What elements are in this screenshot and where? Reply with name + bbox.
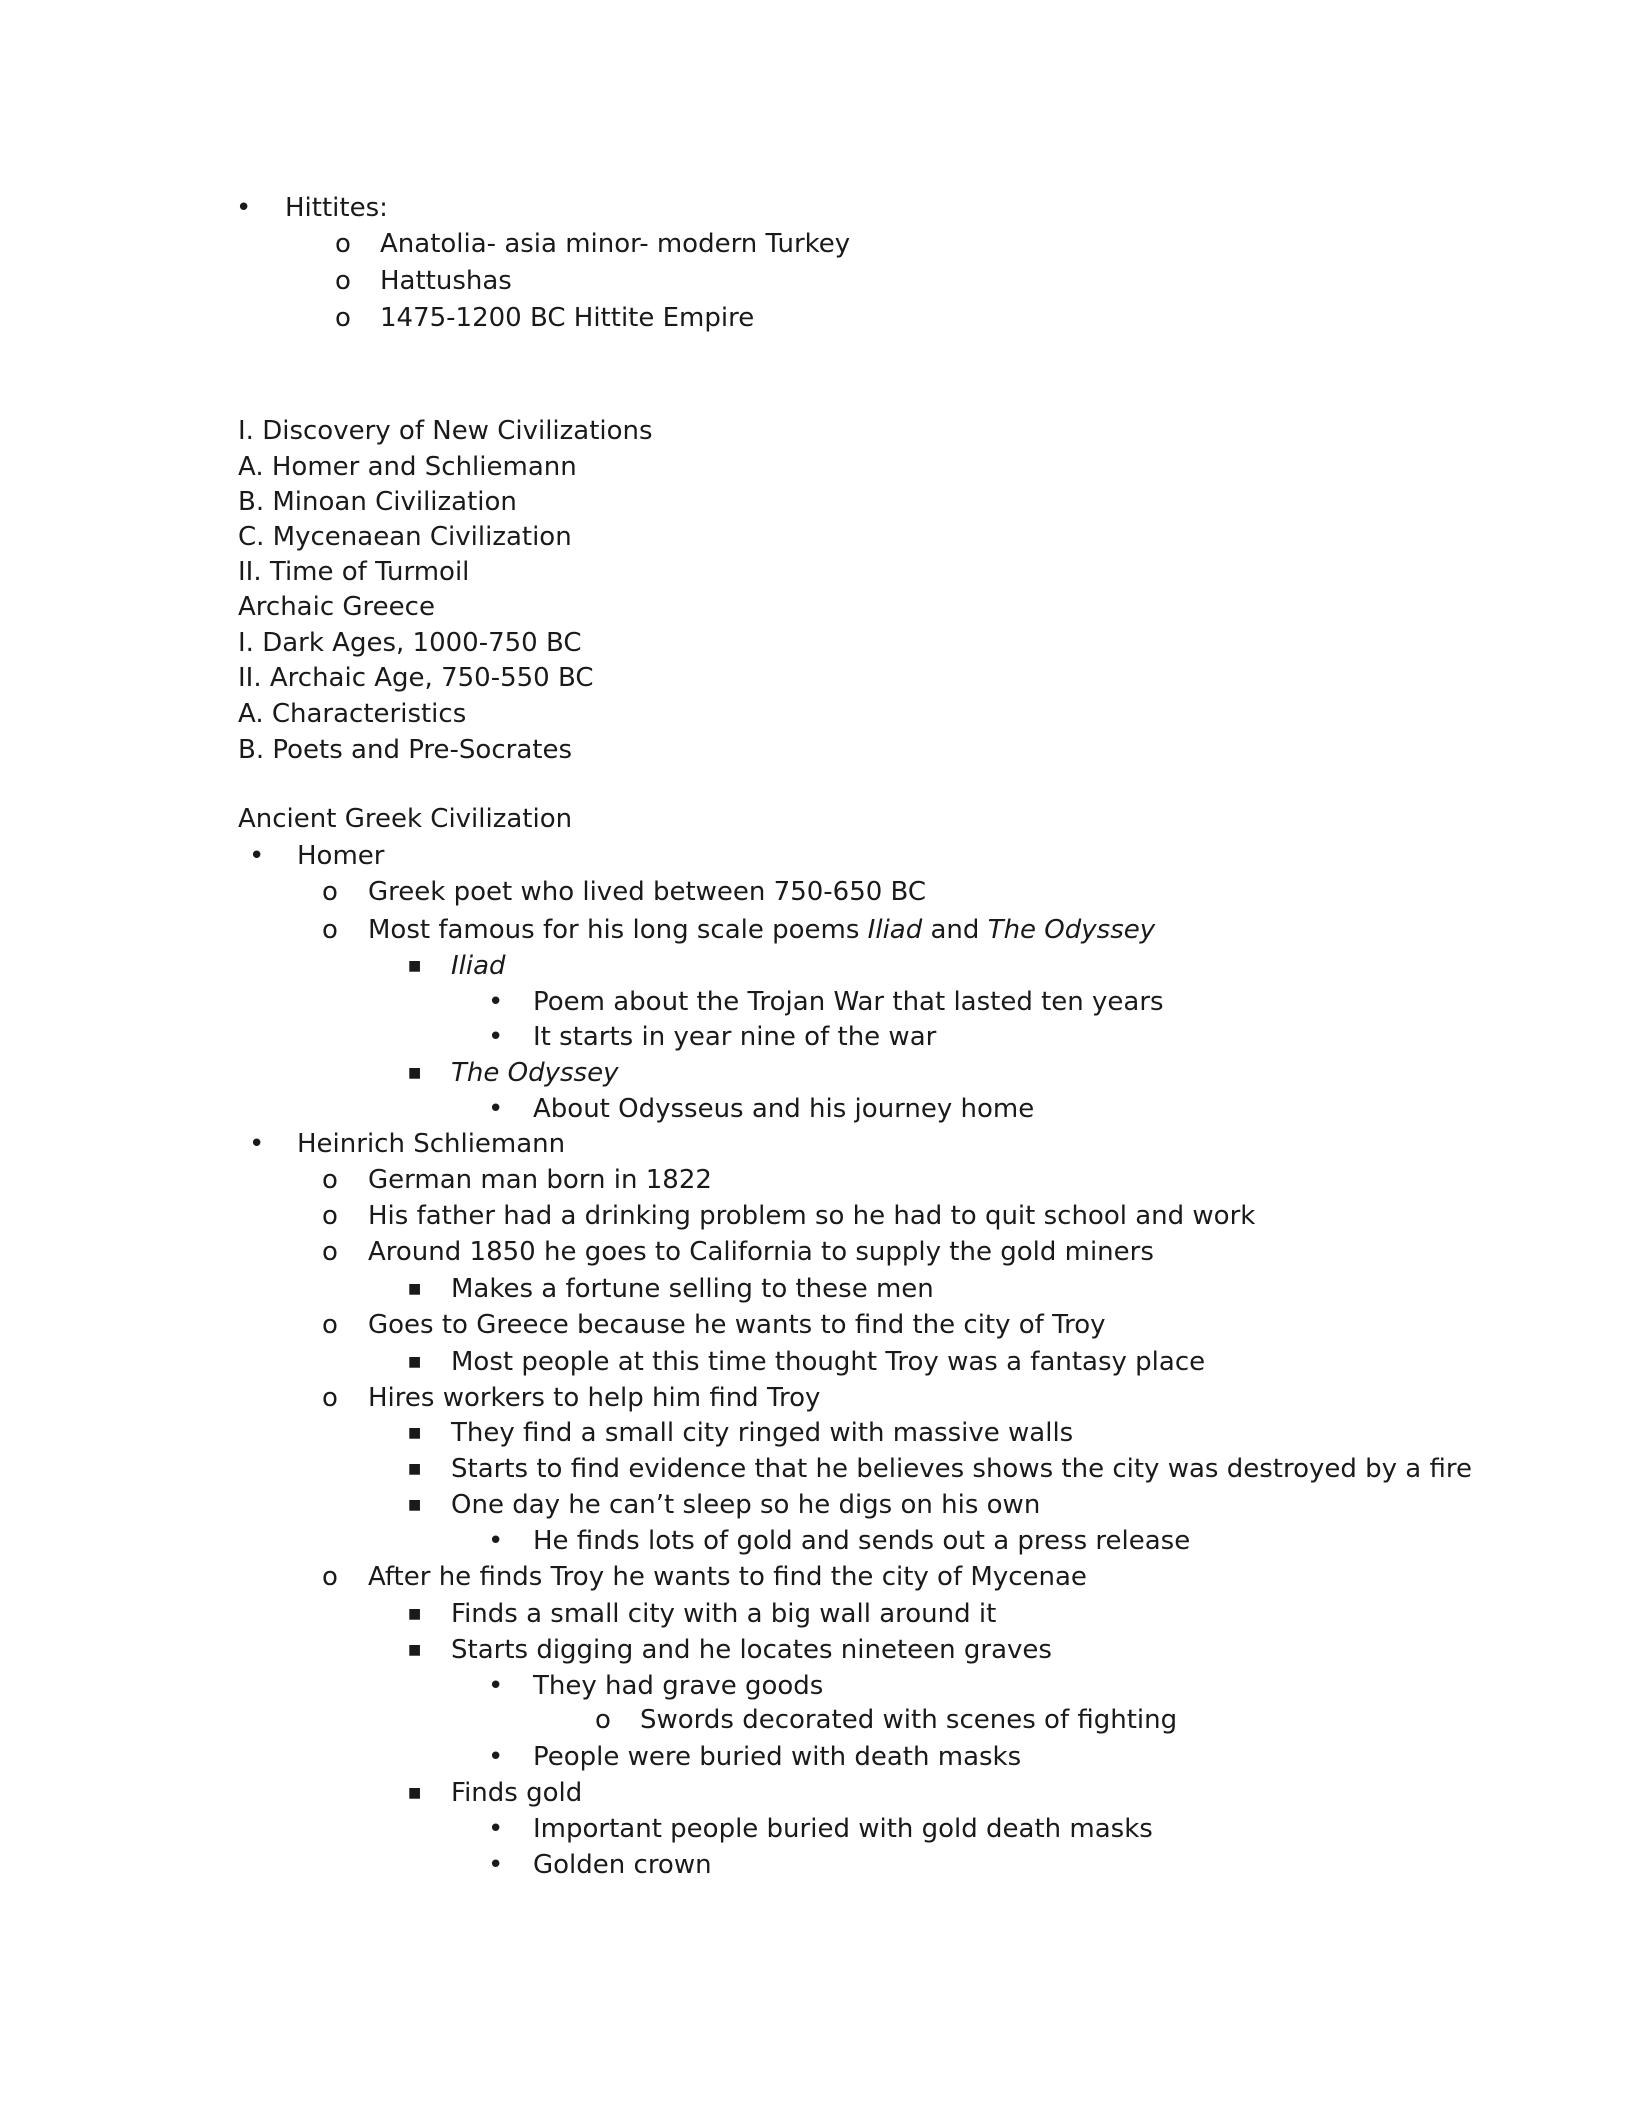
outline-line: I. Dark Ages, 1000-750 BC: [238, 628, 582, 658]
list-item-text: Anatolia- asia minor- modern Turkey: [380, 229, 851, 259]
list-item-text: Starts digging and he locates nineteen graves: [451, 1635, 1052, 1665]
list-item-text: Around 1850 he goes to California to supply the gold miners: [368, 1237, 1154, 1267]
bullet-disc-icon: •: [488, 1094, 504, 1124]
bullet-circle-icon: o: [335, 229, 351, 259]
bullet-circle-icon: o: [322, 1562, 338, 1592]
bullet-disc-icon: •: [488, 1671, 504, 1701]
list-item-text: Swords decorated with scenes of fighting: [640, 1705, 1178, 1735]
list-item-text: Goes to Greece because he wants to find the city of Troy: [368, 1310, 1106, 1340]
bullet-square-icon: ■: [408, 1065, 422, 1081]
bullet-square-icon: ■: [408, 1497, 422, 1513]
bullet-square-icon: ■: [408, 958, 422, 974]
text-run-italic: The Odyssey: [987, 915, 1156, 945]
text-run: Most famous for his long scale poems: [368, 915, 868, 945]
outline-line: A. Characteristics: [238, 699, 467, 729]
outline-line: B. Poets and Pre-Socrates: [238, 735, 572, 765]
list-item-text: They had grave goods: [533, 1671, 824, 1701]
outline-line: B. Minoan Civilization: [238, 487, 517, 517]
section-title: Ancient Greek Civilization: [238, 804, 573, 834]
bullet-square-icon: ■: [408, 1785, 422, 1801]
outline-line: Archaic Greece: [238, 592, 435, 622]
outline-line: II. Archaic Age, 750-550 BC: [238, 663, 594, 693]
list-item-text: People were buried with death masks: [533, 1742, 1022, 1772]
bullet-square-icon: ■: [408, 1354, 422, 1370]
list-item-text: The Odyssey: [451, 1058, 619, 1088]
bullet-circle-icon: o: [322, 1201, 338, 1231]
outline-line: II. Time of Turmoil: [238, 557, 470, 587]
bullet-disc-icon: •: [488, 1022, 504, 1052]
list-item-text: Hattushas: [380, 266, 512, 296]
list-item-text: [368, 913, 1155, 947]
text-run: and: [922, 915, 988, 945]
list-item-text: Iliad: [451, 951, 506, 981]
bullet-disc-icon: •: [236, 193, 252, 223]
bullet-disc-icon: •: [488, 1814, 504, 1844]
list-item-text: Finds gold: [451, 1778, 583, 1808]
list-item-text: After he finds Troy he wants to find the city of Mycenae: [368, 1562, 1087, 1592]
list-item-text: Homer: [297, 841, 385, 871]
bullet-square-icon: ■: [408, 1461, 422, 1477]
list-item-text: His father had a drinking problem so he had to quit school and work: [368, 1201, 1256, 1231]
bullet-disc-icon: •: [249, 1129, 265, 1159]
bullet-disc-icon: •: [488, 1850, 504, 1880]
list-item-text: Important people buried with gold death masks: [533, 1814, 1153, 1844]
bullet-circle-icon: o: [322, 915, 338, 945]
list-item-text: He finds lots of gold and sends out a press release: [533, 1526, 1191, 1556]
bullet-disc-icon: •: [488, 1742, 504, 1772]
bullet-circle-icon: o: [322, 877, 338, 907]
list-item-text: Starts to find evidence that he believes shows the city was destroyed by a fire: [451, 1454, 1472, 1484]
bullet-disc-icon: •: [488, 1526, 504, 1556]
bullet-circle-icon: o: [322, 1165, 338, 1195]
hittites-title: Hittites:: [285, 193, 388, 223]
bullet-square-icon: ■: [408, 1606, 422, 1622]
list-item-text: Hires workers to help him find Troy: [368, 1383, 821, 1413]
bullet-square-icon: ■: [408, 1281, 422, 1297]
bullet-circle-icon: o: [335, 266, 351, 296]
bullet-circle-icon: o: [322, 1383, 338, 1413]
list-item-text: One day he can’t sleep so he digs on his own: [451, 1490, 1041, 1520]
bullet-circle-icon: o: [322, 1237, 338, 1267]
list-item-text: Golden crown: [533, 1850, 712, 1880]
bullet-disc-icon: •: [488, 987, 504, 1017]
bullet-circle-icon: o: [322, 1310, 338, 1340]
list-item-text: 1475-1200 BC Hittite Empire: [380, 303, 755, 333]
bullet-disc-icon: •: [249, 841, 265, 871]
bullet-square-icon: ■: [408, 1425, 422, 1441]
bullet-square-icon: ■: [408, 1642, 422, 1658]
text-run-italic: Iliad: [867, 915, 923, 945]
list-item-text: Makes a fortune selling to these men: [451, 1274, 934, 1304]
list-item-text: Greek poet who lived between 750-650 BC: [368, 877, 927, 907]
outline-line: I. Discovery of New Civilizations: [238, 416, 653, 446]
list-item-text: About Odysseus and his journey home: [533, 1094, 1035, 1124]
bullet-circle-icon: o: [335, 303, 351, 333]
list-item-text: Finds a small city with a big wall around it: [451, 1599, 997, 1629]
list-item-text: They find a small city ringed with massive walls: [451, 1418, 1074, 1448]
list-item-text: German man born in 1822: [368, 1165, 712, 1195]
list-item-text: Poem about the Trojan War that lasted ten years: [533, 987, 1164, 1017]
bullet-circle-icon: o: [595, 1705, 611, 1735]
list-item-text: Heinrich Schliemann: [297, 1129, 566, 1159]
list-item-text: Most people at this time thought Troy was a fantasy place: [451, 1347, 1206, 1377]
outline-line: A. Homer and Schliemann: [238, 452, 577, 482]
outline-line: C. Mycenaean Civilization: [238, 522, 572, 552]
list-item-text: It starts in year nine of the war: [533, 1022, 937, 1052]
